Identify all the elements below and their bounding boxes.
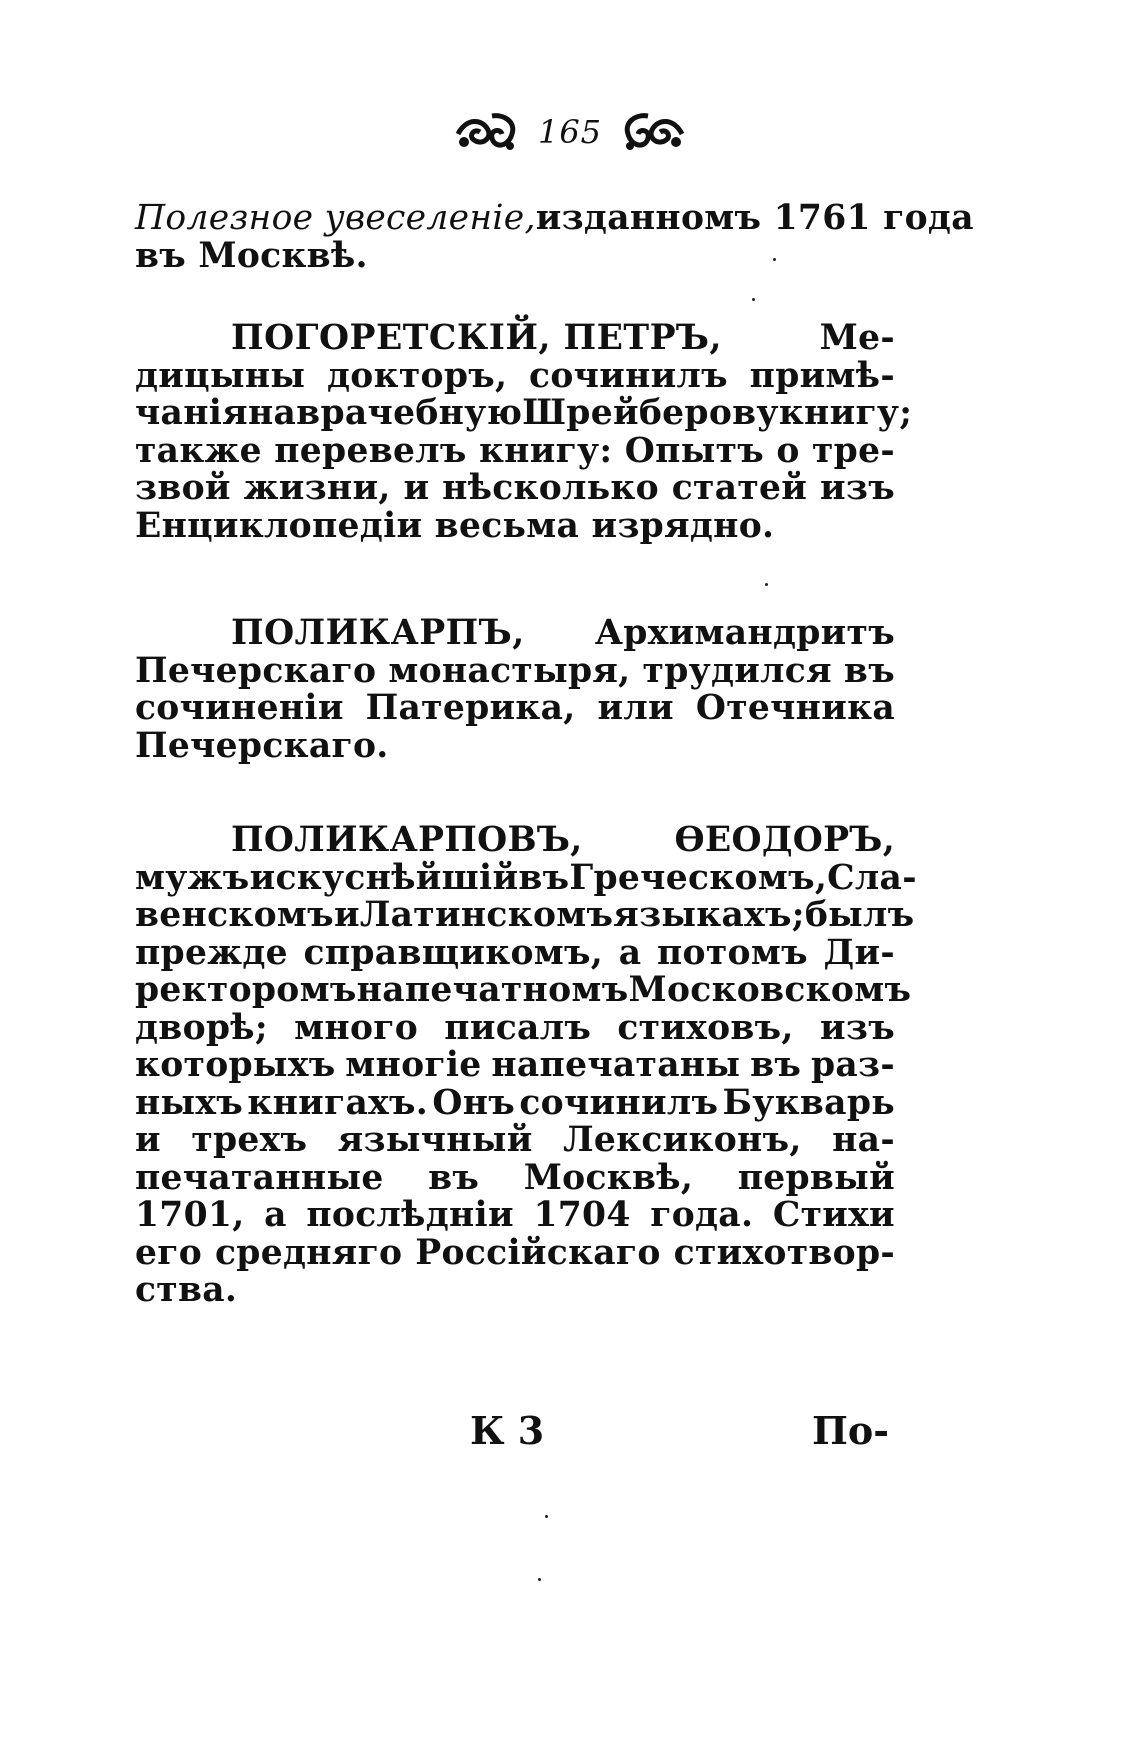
word: послѣдніи xyxy=(306,1195,514,1235)
word: ПОЛИКАРПОВЪ, xyxy=(231,820,583,860)
word: Московскомъ xyxy=(628,970,912,1010)
text-fragment: Енциклопедіи весьма изрядно. xyxy=(135,505,775,546)
word: монастыря, xyxy=(388,650,631,691)
print-speck xyxy=(752,298,755,301)
text-line xyxy=(135,1007,895,1048)
word: изъ xyxy=(819,468,895,508)
text-line xyxy=(135,1197,895,1235)
word: искуснѣйшій xyxy=(249,857,519,898)
word: трудился xyxy=(642,650,832,691)
catchword: По- xyxy=(812,1408,890,1453)
word: на xyxy=(356,970,405,1010)
text-fragment: изданномъ 1761 года xyxy=(535,198,974,238)
entry-polikarp xyxy=(135,615,895,765)
entry-heading-line xyxy=(135,320,895,358)
print-speck xyxy=(773,258,776,261)
text-line xyxy=(135,355,895,396)
word: врачебную xyxy=(296,393,523,433)
text-line xyxy=(135,650,895,691)
word: Россійскаго xyxy=(415,1232,661,1273)
entry-heading-line xyxy=(135,615,895,653)
word: прежде xyxy=(135,932,288,973)
word: перевелъ xyxy=(274,430,467,471)
word: на xyxy=(247,393,297,433)
word: его xyxy=(135,1232,203,1273)
word: сочинилъ xyxy=(519,1082,719,1123)
word: дицыны xyxy=(135,355,306,396)
word: въ xyxy=(518,857,570,898)
word: о xyxy=(776,430,800,471)
word: венскомъ xyxy=(135,895,334,935)
word: писалъ xyxy=(444,1007,592,1048)
text-fragment: Архимандритъ xyxy=(594,613,895,653)
word: звой xyxy=(135,468,231,508)
text-line xyxy=(135,1047,895,1085)
text-line xyxy=(135,235,895,276)
entry-heading-line xyxy=(135,822,895,860)
word: и xyxy=(403,468,430,508)
word: ѲЕОДОРЪ, xyxy=(674,820,895,860)
word: языкахъ; xyxy=(613,895,805,935)
word: Патерика, xyxy=(365,688,576,728)
word: въ xyxy=(750,1045,802,1085)
text-line xyxy=(135,690,895,728)
word: чанія xyxy=(135,393,248,433)
word: въ xyxy=(843,650,895,691)
page-number: 165 xyxy=(537,113,603,151)
word: Москвѣ, xyxy=(523,1157,694,1198)
word: многіе xyxy=(345,1045,482,1085)
word: 1701, xyxy=(135,1195,245,1235)
word: язычный xyxy=(337,1120,533,1160)
word: Онъ xyxy=(432,1082,516,1123)
word: изъ xyxy=(820,1007,895,1048)
word: 1704 xyxy=(533,1195,631,1235)
word: Греческомъ, xyxy=(569,857,828,898)
text-line xyxy=(135,725,895,766)
word: потомъ xyxy=(657,932,808,973)
word: стиховъ, xyxy=(617,1007,794,1048)
word: Латинскомъ xyxy=(359,895,614,935)
word: докторъ, xyxy=(327,355,508,396)
left-ornament-icon xyxy=(452,108,524,156)
word: а xyxy=(264,1195,287,1235)
word: Отечника xyxy=(695,688,895,728)
intro-paragraph xyxy=(135,198,974,276)
word: дворѣ; xyxy=(135,1007,268,1048)
word: Шрейберову xyxy=(522,393,779,433)
word: жизни, xyxy=(243,468,391,508)
word: книгу: xyxy=(478,430,613,471)
print-speck xyxy=(545,1515,548,1518)
word: ректоромъ xyxy=(135,970,357,1010)
word: ныхъ xyxy=(135,1082,244,1123)
word: и xyxy=(333,895,360,935)
entry-polikarpov xyxy=(135,820,917,1310)
word: мужъ xyxy=(135,857,250,898)
page-header xyxy=(0,108,1140,156)
text-line xyxy=(135,393,913,433)
text-line xyxy=(135,505,895,546)
word: Стихи xyxy=(772,1195,895,1235)
word: Лексиконъ, xyxy=(563,1120,802,1160)
text-fragment: ства. xyxy=(135,1270,238,1310)
word: въ xyxy=(428,1157,480,1198)
word: первый xyxy=(737,1157,895,1198)
word: много xyxy=(294,1007,419,1048)
text-line xyxy=(135,1272,895,1310)
text-line xyxy=(135,1122,895,1160)
word: былъ xyxy=(804,895,915,935)
print-speck xyxy=(538,1578,541,1581)
text-fragment: Ме- xyxy=(819,318,895,358)
word: сочиненіи xyxy=(135,688,344,728)
text-line xyxy=(135,1232,895,1273)
word: статей xyxy=(671,468,808,508)
print-speck xyxy=(765,583,768,586)
text-fragment: Печерскаго. xyxy=(135,725,389,766)
word: сочинилъ xyxy=(529,355,728,396)
word: Опытъ xyxy=(624,430,765,471)
word: Букварь xyxy=(722,1082,895,1123)
word: года. xyxy=(650,1195,754,1235)
word: примѣ- xyxy=(749,355,895,396)
word: средняго xyxy=(214,1232,403,1273)
word: нѣсколько xyxy=(442,468,659,508)
text-line xyxy=(135,970,912,1010)
word: и xyxy=(135,1120,161,1160)
word: напечатаны xyxy=(491,1045,741,1085)
text-line xyxy=(135,1157,895,1198)
word: тре- xyxy=(811,430,895,471)
text-line xyxy=(135,932,895,973)
word: раз- xyxy=(810,1045,895,1085)
entry-heading: ПОЛИКАРПЪ, xyxy=(231,613,525,653)
word: справщикомъ, xyxy=(303,932,604,973)
text-line xyxy=(135,430,895,471)
word: которыхъ xyxy=(135,1045,336,1085)
text-line xyxy=(135,895,915,935)
signature-mark: К 3 xyxy=(470,1408,545,1453)
word: книгу; xyxy=(778,393,913,433)
word: Сла- xyxy=(827,857,917,898)
text-line xyxy=(135,470,895,508)
word: Печерскаго xyxy=(135,650,377,691)
word: печатанные xyxy=(135,1157,384,1198)
word: на- xyxy=(832,1120,895,1160)
word: а xyxy=(618,932,642,973)
word: книгахъ. xyxy=(247,1082,429,1123)
word: или xyxy=(597,688,674,728)
entry-pogoretsky xyxy=(135,318,913,546)
word: также xyxy=(135,430,262,471)
entry-heading: ПОГОРЕТСКІЙ, ПЕТРЪ, xyxy=(231,318,723,358)
text-line xyxy=(135,1082,895,1123)
text-fragment: въ Москвѣ. xyxy=(135,235,368,276)
word: Ди- xyxy=(823,932,895,973)
right-ornament-icon xyxy=(616,108,688,156)
text-line xyxy=(135,198,974,238)
italic-title: Полезное увеселеніе, xyxy=(135,198,536,238)
word: трехъ xyxy=(191,1120,308,1160)
word: стихотвор- xyxy=(673,1232,895,1273)
text-line xyxy=(135,857,917,898)
word: печатномъ xyxy=(404,970,629,1010)
